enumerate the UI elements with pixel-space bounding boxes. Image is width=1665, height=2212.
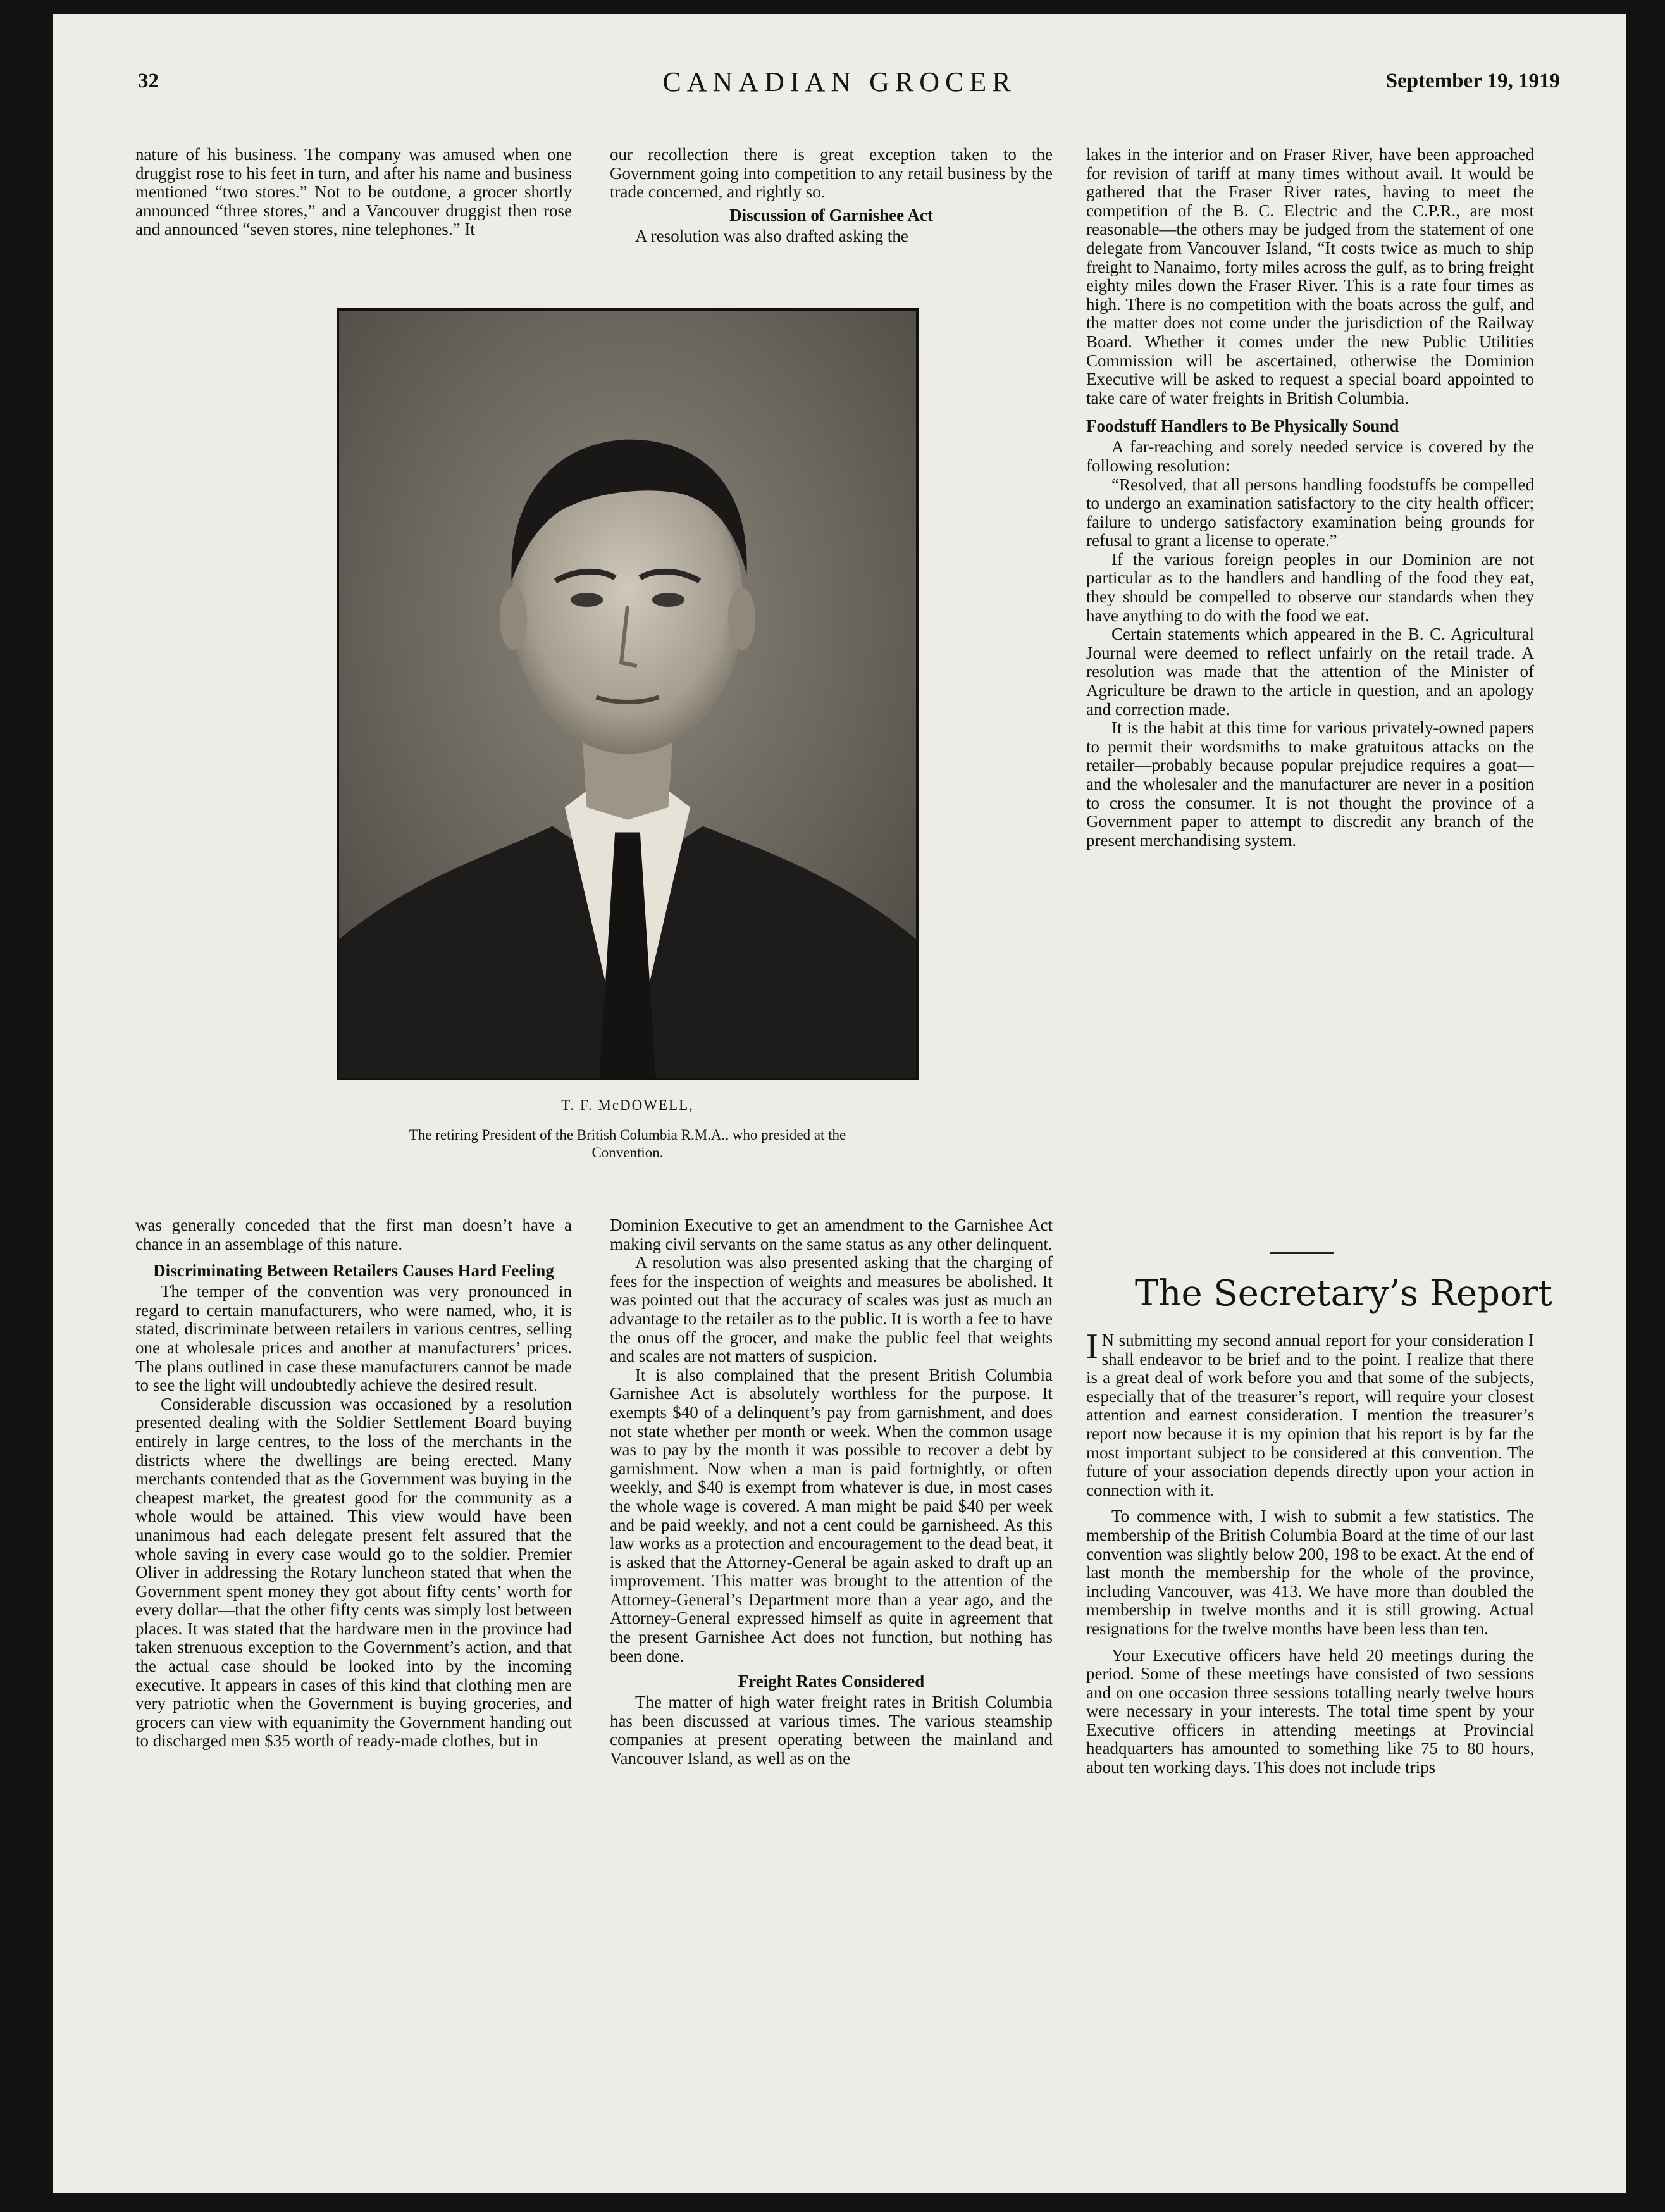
portrait-image	[339, 311, 916, 1078]
body-paragraph: Your Executive officers have held 20 meetings during the period. Some of these meetings have consisted of two sessions and on one occasion three sessions totalling nearly twelve hours were necessary in your interests. The total time spent by your Executive officers in attending meetings at Provincial headquarters has amounted to something like 75 to 80 hours, about ten working days. This does not include trips	[1086, 1645, 1534, 1777]
body-paragraph: A resolution was also presented asking that the charging of fees for the inspection of weights and measures be abolished. It was pointed out that the accuracy of scales was just as much an advantage to the retailer as to the public. It is worth a fee to have the onus off the grocer, and make the public feel that weights and scales are not matters of suspicion.	[610, 1253, 1053, 1366]
page-number: 32	[138, 70, 159, 92]
body-paragraph: It is also complained that the present British Columbia Garnishee Act is absolutely worthless for the purpose. It exempts $40 of a delinquent’s pay from garnishment, and does not state whether per month or week. When the common usage was to pay by the month it was possible to recover a debt by garnishment. Now when a man is paid fortnightly, or often weekly, and $40 is exempt from whatever is due, in most cases the whole wage is covered. A man might be paid $40 per week and be paid weekly, and not a cent could be garnisheed. As this law works as a protection and encouragement to the dead beat, it is asked that the Attorney-General be again asked to draft up an improvement. This matter was brought to the attention of the Attorney-General’s Department more than a year ago, and the Attorney-General expressed himself as quite in agreement that the present Garnishee Act does not function, but nothing has been done.	[610, 1365, 1053, 1665]
column-2-bottom	[610, 1216, 1053, 1768]
section-divider	[1270, 1252, 1334, 1254]
photo-caption-description: The retiring President of the British Columbia R.M.A., who presided at the Convention.	[409, 1127, 846, 1160]
body-paragraph: Certain statements which appeared in the B. C. Agricultural Journal were deemed to reflect unfairly on the retail trade. A resolution was made that the attention of the Minister of Agriculture be drawn to the article in question, and an apology and correction made.	[1086, 624, 1534, 719]
portrait-photo	[337, 308, 919, 1080]
body-paragraph: If the various foreign peoples in our Dominion are not particular as to the handlers and handling of the food they eat, they should be compelled to observe our standards when they have anything to do with the food we eat.	[1086, 549, 1534, 625]
section-heading: Freight Rates Considered	[738, 1672, 925, 1691]
body-paragraph: The temper of the convention was very pronounced in regard to certain manufacturers, who were named, who, it is stated, discriminate between retailers in various centres, selling one at wholesale prices and another at manufacturers’ prices. The plans outlined in case these manufacturers cannot be made to see the light will undoubtedly achieve the desired result.	[135, 1282, 572, 1395]
body-paragraph: A resolution was also drafted asking the	[635, 226, 908, 245]
column-1-top	[135, 146, 572, 239]
body-paragraph: Considerable discussion was occasioned by a resolution presented dealing with the Soldier Settlement Board buying entirely in large centres, to the loss of the merchants in the districts where the dwellings are being erected. Many merchants contended that as the Government was buying in the cheapest market, the greatest good for the community as a whole would be attained. This view would have been unanimous had each delegate present felt assured that the whole saving in every case would go to the soldier. Premier Oliver in addressing the Rotary luncheon stated that when the Government spent money they got about fifty cents’ worth for every dollar—that the other fifty cents was simply lost between places. It was stated that the hardware men in the province had taken strenuous exception to the Government’s action, and that the actual case should be looked into by the incoming executive. It appears in cases of this kind that clothing men are very patriotic when the Government is buying groceries, and grocers can view with equanimity the Government handing out to discharged men $35 worth of ready-made clothes, but in	[135, 1394, 572, 1751]
section-heading: Discussion of Garnishee Act	[729, 205, 933, 225]
secretary-report-body	[1086, 1327, 1534, 1777]
body-paragraph: It is the habit at this time for various privately-owned papers to permit their wordsmiths to make gratuitous attacks on the retailer—probably because popular prejudice requires a goat—and the wholesaler and the manufacturer are never in a position to cross the consumer. It is not thought the province of a Government paper to attempt to discredit any branch of the present merchandising system.	[1086, 718, 1534, 850]
photo-caption-name: T. F. McDOWELL,	[561, 1097, 694, 1113]
body-paragraph: The matter of high water freight rates in British Columbia has been discussed at various times. The various steamship companies at present operating between the mainland and Vancouver Island, as well as on the	[610, 1693, 1053, 1768]
body-paragraph: A far-reaching and sorely needed service is covered by the following resolution:	[1086, 437, 1534, 475]
drop-cap: I	[1086, 1327, 1098, 1366]
body-paragraph: Dominion Executive to get an amendment to the Garnishee Act making civil servants on the same status as any other delinquent.	[610, 1215, 1053, 1253]
section-heading: Foodstuff Handlers to Be Physically Sound	[1086, 416, 1399, 436]
body-paragraph: was generally conceded that the first man doesn’t have a chance in an assemblage of this nature.	[135, 1215, 572, 1253]
body-paragraph: nature of his business. The company was amused when one druggist rose to his feet in turn, and after his name and business mentioned “two stores.” Not to be outdone, a grocer shortly announced “three stores,” and a Vancouver druggist then rose and announced “seven stores, nine telephones.” It	[135, 145, 572, 239]
body-paragraph	[1086, 1327, 1534, 1500]
column-3	[1086, 146, 1534, 850]
report-intro-text: N submitting my second annual report for your consideration I shall endeavor to be brief and to the point. I realize that there is a great deal of work before you and that some of the subjects, especially that of the treasurer’s report, will require your closest attention and earnest consideration. I mention the treasurer’s report now because it is my opinion that his report is by far the most important subject to be considered at this convention. The future of your association depends directly upon your action in connection with it.	[1086, 1331, 1534, 1500]
magazine-page	[53, 14, 1626, 2193]
body-paragraph: lakes in the interior and on Fraser River, have been approached for revision of tariff at many times without avail. It would be gathered that the Fraser River rates, having to meet the competition of the B. C. Electric and the C.P.R., are most reasonable—the others may be judged from the statement of one delegate from Vancouver Island, “It costs twice as much to ship freight to Nanaimo, forty miles across the gulf, as to bring freight eighty miles down the Fraser River. This is a rate four times as high. There is no competition with the boats across the gulf, and the matter does not come under the jurisdiction of the Railway Board. Whether it comes under the new Public Utilities Commission will be ascertained, otherwise the Dominion Executive will be asked to request a special board appointed to take care of water freights in British Columbia.	[1086, 145, 1534, 407]
body-paragraph: “Resolved, that all persons handling foodstuffs be compelled to undergo an examination satisfactory to the city health officer; failure to undergo satisfactory examination being grounds for refusal to grant a license to operate.”	[1086, 475, 1534, 550]
column-1-bottom	[135, 1216, 572, 1751]
article-title: The Secretary’s Report	[1135, 1273, 1552, 1314]
body-paragraph: our recollection there is great exception taken to the Government going into competition to any retail business by the trade concerned, and rightly so.	[610, 145, 1053, 202]
publication-title: CANADIAN GROCER	[662, 66, 1017, 97]
column-2-top	[610, 146, 1053, 245]
issue-date: September 19, 1919	[1385, 70, 1560, 92]
section-heading: Discriminating Between Retailers Causes Hard Feeling	[153, 1261, 554, 1281]
body-paragraph: To commence with, I wish to submit a few statistics. The membership of the British Columbia Board at the time of our last convention was slightly below 200, 198 to be exact. At the end of last month the membership for the whole of the province, including Vancouver, was 413. We have more than doubled the membership in twelve months and it is still growing. Actual resignations for the twelve months have been less than ten.	[1086, 1507, 1534, 1638]
